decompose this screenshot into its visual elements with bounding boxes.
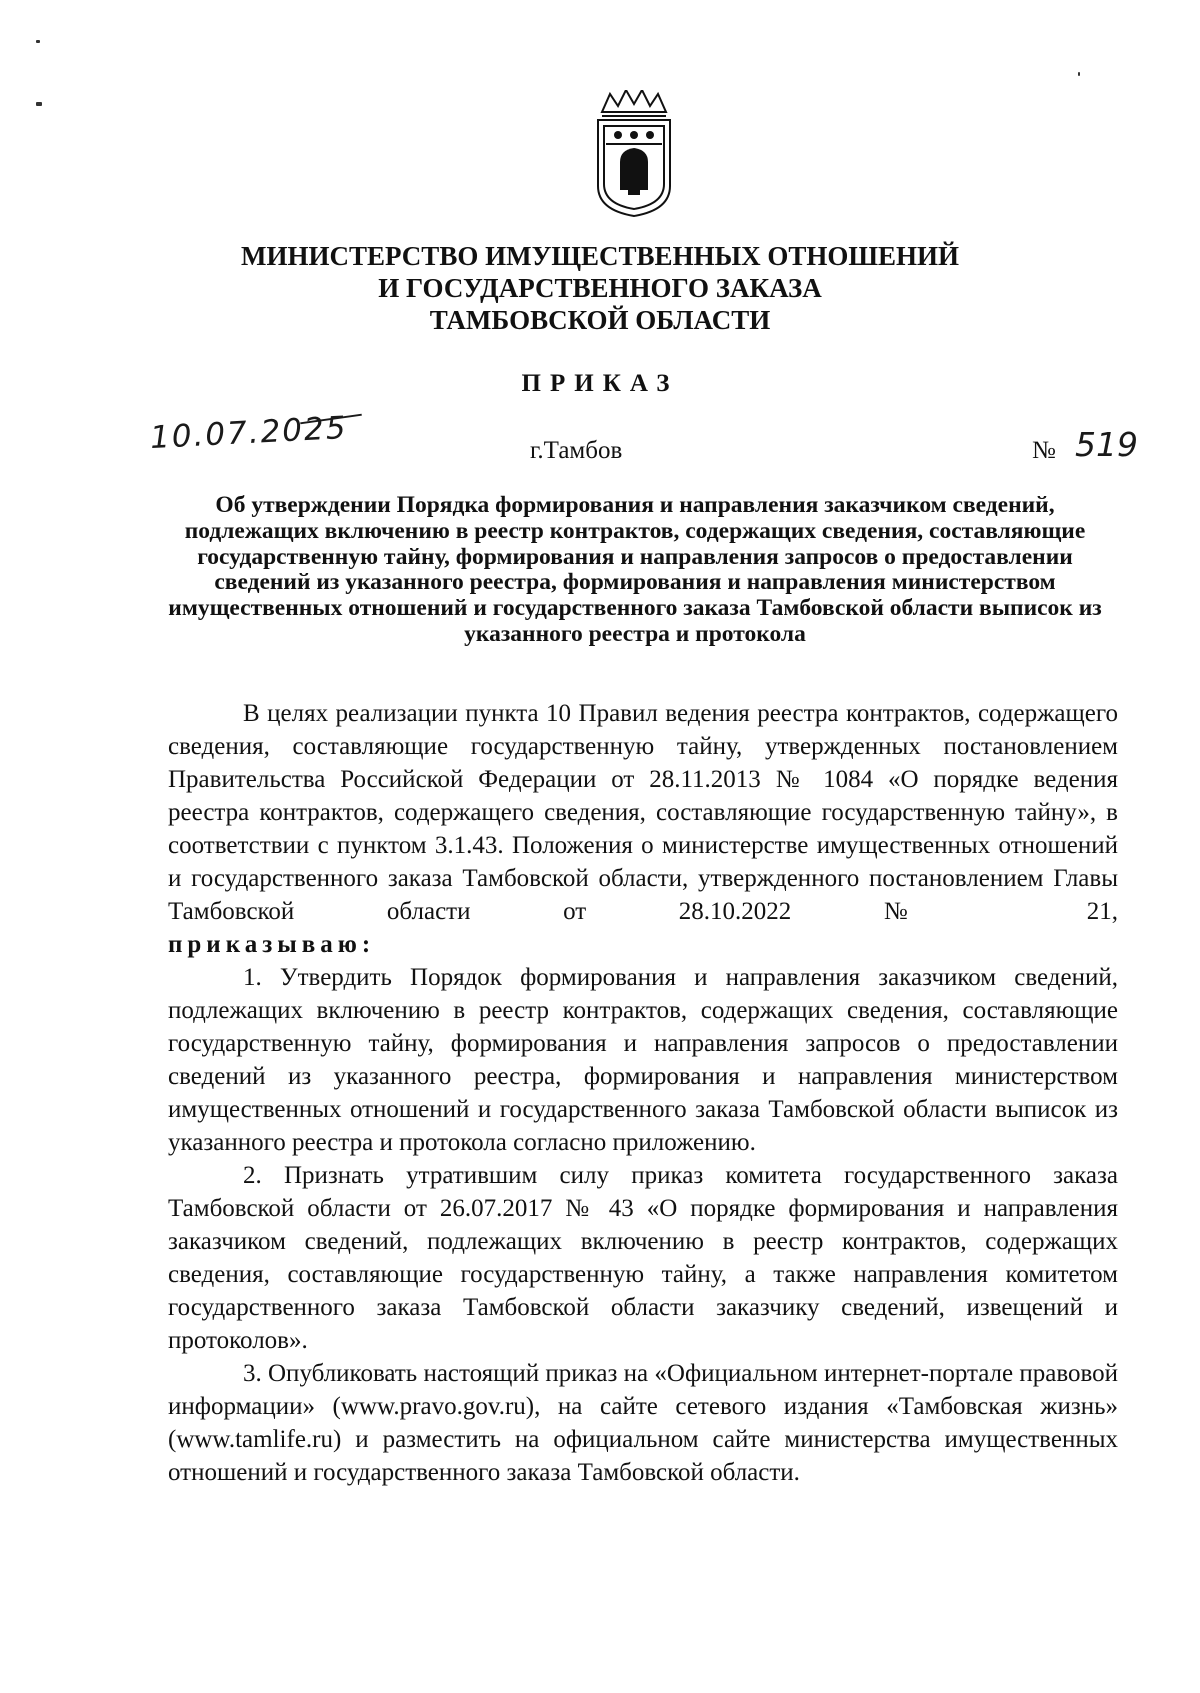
city: г.Тамбов — [530, 437, 623, 464]
order-item-1: 1. Утвердить Порядок формирования и направления заказчиком сведений, подлежащих включению в реестр контрактов, содержащих сведения, составляющие государственную тайну, формирования и направления запросов о предоставлении сведений из указанного реестра, формирования и направления министерством имущественных отношений и государственного заказа Тамбовской области выписок из указанного реестра и протокола согласно приложению. — [168, 964, 1118, 1156]
intro-paragraph: В целях реализации пункта 10 Правил ведения реестра контрактов, содержащего сведения, составляющие государственную тайну, утвержденных постановлением Правительства Российской Федерации от 28.11.2013 № 1084 «О порядке ведения реестра контрактов, содержащего сведения, составляющие государственную тайну», в соответствии с пунктом 3.1.43. Положения о министерстве имущественных отношений и государственного заказа Тамбовской области, утвержденного постановлением Главы Тамбовской области от 28.10.2022 № 21, — [168, 700, 1118, 925]
ministry-line: МИНИСТЕРСТВО ИМУЩЕСТВЕННЫХ ОТНОШЕНИЙ — [240, 241, 960, 271]
order-line — [168, 928, 1118, 961]
order-item-3: 3. Опубликовать настоящий приказ на «Официальном интернет-портале правовой информации» (www.pravo.gov.ru), на сайте сетевого издания «Тамбовская жизнь» (www.tamlife.ru) и разместить на официальном сайте министерства имущественных отношений и государственного заказа Тамбовской области. — [168, 1360, 1118, 1486]
ministry-line: ТАМБОВСКОЙ ОБЛАСТИ — [429, 305, 771, 335]
order-item-2: 2. Признать утратившим силу приказ комитета государственного заказа Тамбовской области от 26.07.2017 № 43 «О порядке формирования и направления заказчиком сведений, подлежащих включению в реестр контрактов, содержащих сведения, составляющие государственную тайну, а также направления комитетом государственного заказа Тамбовской области заказчику сведений, извещений и протоколов». — [168, 1162, 1118, 1354]
scan-speck — [1078, 72, 1080, 76]
ministry-line: И ГОСУДАРСТВЕННОГО ЗАКАЗА — [378, 273, 822, 303]
document-title: Об утверждении Порядка формирования и направления заказчиком сведений, подлежащих включению в реестр контрактов, содержащих сведения, составляющие государственную тайну, формирования и направления запросов о предоставлении сведений из указанного реестра, формирования и направления министерством имущественных отношений и государственного заказа Тамбовской области выписок из указанного реестра и протокола — [168, 492, 1102, 647]
handwritten-number: 519 — [1075, 425, 1138, 464]
scan-speck — [36, 40, 40, 43]
number-label: № — [1032, 437, 1056, 464]
document-type: ПРИКАЗ — [521, 370, 679, 397]
handwritten-date: 10.07.2025 — [149, 409, 349, 457]
document-body — [168, 697, 1118, 1489]
scan-speck — [36, 102, 42, 106]
ministry-name — [200, 240, 1000, 336]
coat-of-arms-icon — [592, 90, 676, 220]
order-word: приказываю: — [168, 931, 376, 958]
